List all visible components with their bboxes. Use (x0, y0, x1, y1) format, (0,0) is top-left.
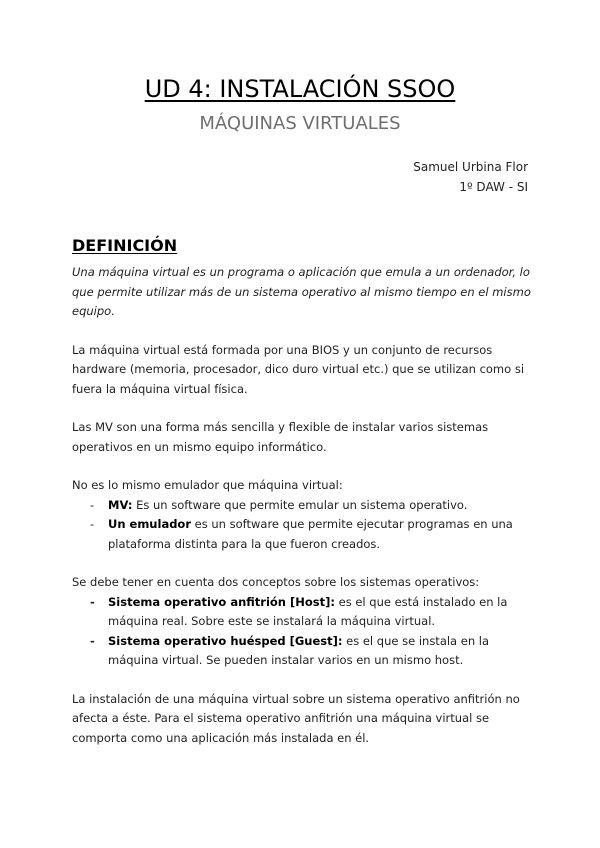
list2-intro: Se debe tener en cuenta dos conceptos sobre los sistemas operativos: (72, 575, 480, 589)
list-item (72, 593, 532, 632)
dash-bullet: - (90, 594, 95, 609)
list-text: es el que se instala en la máquina virtual. Se pueden instalar varios en un mismo host. (108, 633, 490, 667)
os-concepts-list (72, 593, 532, 671)
list-term: Sistema operativo anfitrión [Host]: (108, 594, 335, 609)
document-subtitle: MÁQUINAS VIRTUALES (199, 113, 401, 134)
paragraph-bios: La máquina virtual está formada por una BIOS y un conjunto de recursos hardware (memoria, procesador, dico duro virtual etc.) que se utilizan como si fuera la máquina virtual física. (72, 342, 525, 396)
emulator-vs-vm-list (72, 496, 532, 555)
list1-intro: No es lo mismo emulador que máquina virtual: (72, 478, 343, 492)
list-item (72, 496, 532, 516)
list-text: Es un software que permite emular un sistema operativo. (132, 497, 468, 512)
list-term: MV: (108, 497, 133, 512)
section-heading: DEFINICIÓN (72, 236, 178, 255)
definition-paragraph: Una máquina virtual es un programa o aplicación que emula a un ordenador, lo que permite utilizar más de un sistema operativo al mismo tiempo en el mismo equipo. (72, 265, 531, 318)
document-title: UD 4: INSTALACIÓN SSOO (144, 75, 456, 103)
author-block (413, 157, 528, 197)
dash-bullet: - (90, 517, 95, 531)
list-item (72, 632, 532, 671)
dash-bullet: - (90, 497, 95, 512)
list-term: Sistema operativo huésped [Guest]: (108, 633, 343, 648)
paragraph-mv-flexible: Las MV son una forma más sencilla y flexible de instalar varios sistemas operativos en un mismo equipo informático. (72, 420, 489, 454)
author-course: 1º DAW - SI (459, 180, 528, 194)
paragraph-host-install: La instalación de una máquina virtual sobre un sistema operativo anfitrión no afecta a éste. Para el sistema operativo anfitrión una máquina virtual se comporta como una aplicación más instalada en él. (72, 691, 520, 745)
document-body (72, 233, 532, 767)
author-name: Samuel Urbina Flor (413, 160, 528, 174)
list-item (72, 515, 532, 554)
list-text: es un software que permite ejecutar programas en una plataforma distinta para la que fueron creados. (108, 517, 513, 551)
list-term: Un emulador (108, 517, 192, 531)
list-text: es el que está instalado en la máquina real. Sobre este se instalará la máquina virtual. (108, 594, 508, 628)
dash-bullet: - (90, 633, 95, 648)
